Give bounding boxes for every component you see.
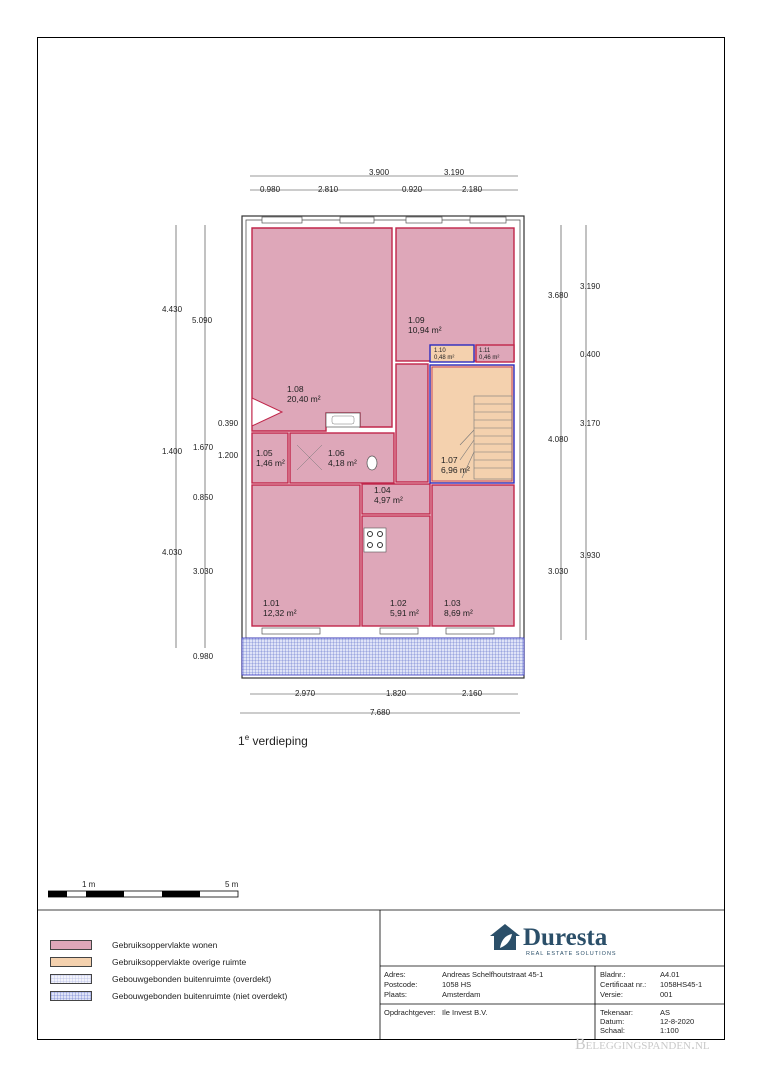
brand-tagline: REAL ESTATE SOLUTIONS <box>526 951 617 957</box>
legend-swatch-wonen <box>50 940 92 950</box>
dim-left-5: 5.090 <box>192 316 213 325</box>
label-adres: Adres: <box>384 970 406 979</box>
room-label-1.05: 1.05 1,46 m² <box>256 448 285 468</box>
room-label-1.02: 1.02 5,91 m² <box>390 598 419 618</box>
dim-right-1: 3.190 <box>580 282 601 291</box>
legend-label-overdekt: Gebouwgebonden buitenruimte (overdekt) <box>112 974 272 984</box>
scale-label-5m: 5 m <box>225 880 239 889</box>
duresta-house-icon <box>488 922 522 952</box>
legend-label-niet-overdekt: Gebouwgebonden buitenruimte (niet overdekt) <box>112 991 288 1001</box>
brand-name: Duresta <box>523 924 608 951</box>
dim-top-3: 0.980 <box>260 185 281 194</box>
dim-top-2: 3.190 <box>444 168 465 177</box>
dim-right-5: 3.680 <box>548 291 569 300</box>
legend-label-overige: Gebruiksoppervlakte overige ruimte <box>112 957 247 967</box>
legend-label-wonen: Gebruiksoppervlakte wonen <box>112 940 218 950</box>
label-certificaat: Certificaat nr.: <box>600 980 647 989</box>
dim-bottom-4: 7.680 <box>370 708 391 717</box>
room-label-1.07: 1.07 6,96 m² <box>441 455 470 475</box>
value-postcode: 1058 HS <box>442 980 472 989</box>
dim-left-4: 0.980 <box>193 652 214 661</box>
dim-left-8: 1.200 <box>218 451 239 460</box>
dim-left-3: 4.030 <box>162 548 183 557</box>
value-versie: 001 <box>660 990 673 999</box>
room-label-1.11: 1.11 0,46 m² <box>479 348 500 361</box>
value-bladnr: A4.01 <box>660 970 680 979</box>
label-plaats: Plaats: <box>384 990 407 999</box>
dim-left-10: 3.030 <box>193 567 214 576</box>
value-plaats: Amsterdam <box>442 990 481 999</box>
dim-left-6: 0.390 <box>218 419 239 428</box>
room-label-1.01: 1.01 12,32 m² <box>263 598 297 618</box>
dim-bottom-1: 2.970 <box>295 689 316 698</box>
dim-top-4: 2.810 <box>318 185 339 194</box>
dim-bottom-3: 2.160 <box>462 689 483 698</box>
room-label-1.03: 1.03 8,69 m² <box>444 598 473 618</box>
dim-bottom-2: 1.820 <box>386 689 407 698</box>
legend-swatch-overige <box>50 957 92 967</box>
room-label-1.08: 1.08 20,40 m² <box>287 384 321 404</box>
value-certificaat: 1058HS45-1 <box>660 980 703 989</box>
dim-right-7: 3.030 <box>548 567 569 576</box>
dim-top-5: 0.920 <box>402 185 423 194</box>
dim-right-6: 4.080 <box>548 435 569 444</box>
dim-left-9: 0.850 <box>193 493 214 502</box>
value-tekenaar: AS <box>660 1008 671 1017</box>
room-label-1.06: 1.06 4,18 m² <box>328 448 357 468</box>
label-opdrachtgever: Opdrachtgever: <box>384 1008 436 1017</box>
dim-left-1: 4.430 <box>162 305 183 314</box>
label-datum: Datum: <box>600 1017 625 1026</box>
dim-top-1: 3.900 <box>369 168 390 177</box>
scale-label-1m: 1 m <box>82 880 96 889</box>
label-schaal: Schaal: <box>600 1026 626 1035</box>
dim-left-7: 1.670 <box>193 443 214 452</box>
room-label-1.09: 1.09 10,94 m² <box>408 315 442 335</box>
label-versie: Versie: <box>600 990 623 999</box>
value-adres: Andreas Schelfhoutstraat 45-1 <box>442 970 544 979</box>
room-label-1.04: 1.04 4,97 m² <box>374 485 403 505</box>
floor-title: 1e verdieping <box>238 733 308 748</box>
label-postcode: Postcode: <box>384 980 418 989</box>
value-opdrachtgever: Ile Invest B.V. <box>442 1008 488 1017</box>
legend-swatch-niet-overdekt <box>50 991 92 1001</box>
room-label-1.10: 1.10 0,48 m² <box>434 348 455 361</box>
value-datum: 12-8-2020 <box>660 1017 695 1026</box>
dim-right-3: 3.170 <box>580 419 601 428</box>
watermark: Beleggingspanden.nl <box>575 1036 710 1053</box>
dim-left-2: 1.400 <box>162 447 183 456</box>
label-tekenaar: Tekenaar: <box>600 1008 633 1017</box>
dim-top-6: 2.180 <box>462 185 483 194</box>
value-schaal: 1:100 <box>660 1026 679 1035</box>
dim-right-2: 0.400 <box>580 350 601 359</box>
label-bladnr: Bladnr.: <box>600 970 626 979</box>
legend-swatch-overdekt <box>50 974 92 984</box>
dim-right-4: 3.930 <box>580 551 601 560</box>
